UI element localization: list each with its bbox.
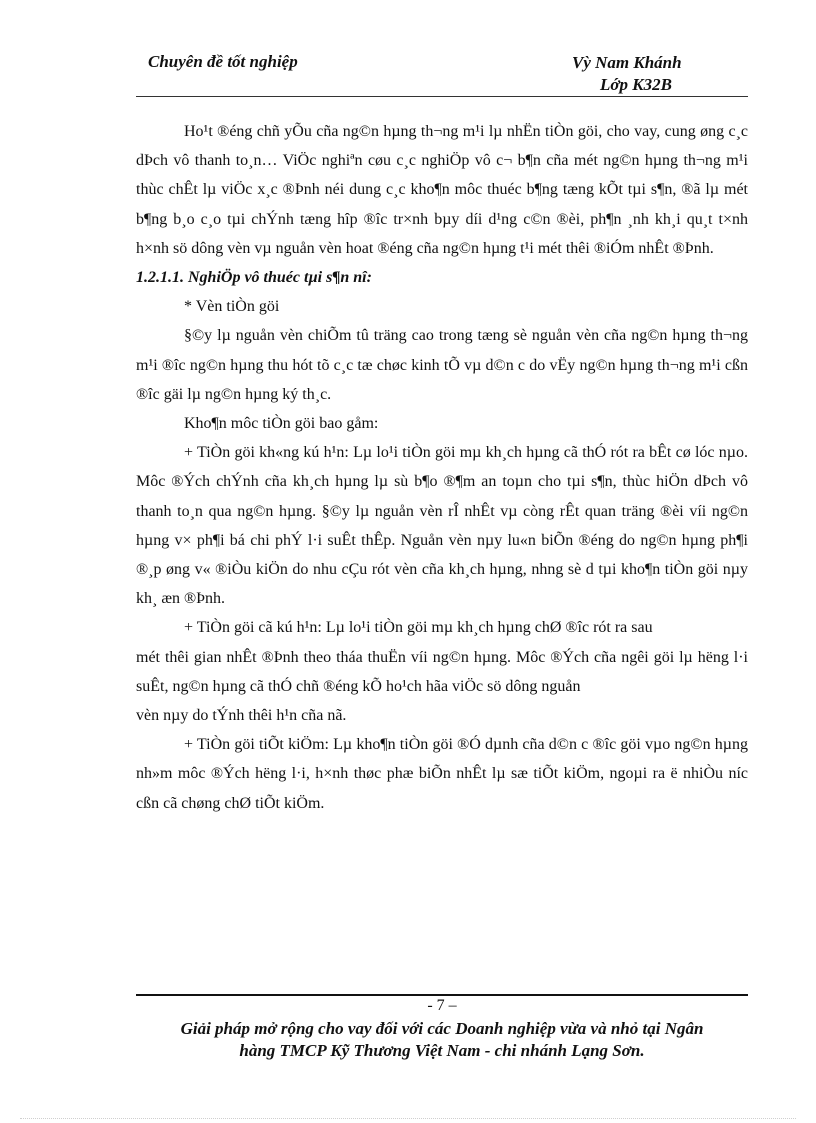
- paragraph-intro: Ho¹t ®éng chñ yÕu cña ng©n hµng th¬ng m¹i lµ nhËn tiÒn göi, cho vay, cung øng c¸c dÞch vô thanh to¸n… ViÖc nghiªn cøu c¸c nghiÖp vô c¬ b¶n cña mét ng©n hµng th¬ng m¹i thùc chÊt lµ viÖc x¸c ®Þnh néi dung c¸c kho¶n môc thuéc b¶ng tæng kÕt tµi s¶n, ®ã lµ mét b¶ng b¸o c¸o tµi chÝnh tæng hîp ®îc tr×nh bµy díi d¹ng c©n ®èi, ph¶n ¸nh kh¸i qu¸t t×nh h×nh sö dông vèn vµ nguån vèn hoat ®éng cña ng©n hµng t¹i mét thêi ®iÓm nhÊt ®Þnh.: [136, 123, 748, 257]
- paragraph-term-deposit: + TiÒn göi cã kú h¹n: Lµ lo¹i tiÒn göi mµ kh¸ch hµng chØ ®îc rót ra sau: [184, 619, 653, 637]
- page-body: [136, 117, 748, 818]
- footer-divider: [136, 994, 748, 996]
- footer-thesis-title: [136, 1018, 748, 1062]
- paragraph-deposit-capital: §©y lµ nguån vèn chiÕm tû träng cao trong tæng sè nguån vèn cña ng©n hµng th¬ng m¹i ®îc ng©n hµng thu hót tõ c¸c tæ chøc kinh tÕ vµ d©n c do vËy ng©n hµng th¬ng m¹i cßn ®îc gäi lµ ng©n hµng ký th¸c.: [136, 327, 748, 403]
- header-document-type: Chuyên đề tốt nghiệp: [148, 52, 298, 71]
- paragraph-savings-deposit: + TiÒn göi tiÕt kiÖm: Lµ kho¶n tiÒn göi ®Ó dµnh cña d©n c ®îc göi vµo ng©n hµng nh»m môc ®Ých hëng l·i, h×nh thøc phæ biÕn nhÊt lµ sæ tiÕt kiÖm, ngoµi ra ë nhiÒu níc cßn cã chøng chØ tiÕt kiÖm.: [136, 736, 748, 812]
- paragraph-term-deposit-cont: mét thêi gian nhÊt ®Þnh theo tháa thuËn víi ng©n hµng. Môc ®Ých cña ngêi göi lµ hëng l·i suÊt, ng©n hµng cã thÓ chñ ®éng kÕ ho¹ch hãa viÖc sö dông nguån: [136, 648, 748, 695]
- page-number: - 7 –: [427, 997, 457, 1014]
- paragraph-deposit-items: Kho¶n môc tiÒn göi bao gåm:: [184, 415, 379, 433]
- header-author-name: Vỳ Nam Khánh: [572, 53, 682, 72]
- footer-title-line-1: Giải pháp mở rộng cho vay đối với các Doanh nghiệp vừa và nhỏ tại Ngân: [180, 1019, 704, 1038]
- footer-title-line-2: hàng TMCP Kỹ Thương Việt Nam - chi nhánh Lạng Sơn.: [239, 1041, 645, 1060]
- paragraph-demand-deposit: + TiÒn göi kh«ng kú h¹n: Lµ lo¹i tiÒn göi mµ kh¸ch hµng cã thÓ rót ra bÊt cø lóc nµo. Môc ®Ých chÝnh cña kh¸ch hµng lµ sù b¶o ®¶m an toµn cho tµi s¶n, thùc hiÖn dÞch vô thanh to¸n qua ng©n hµng. §©y lµ nguån vèn rÎ nhÊt vµ còng rÊt quan träng ®èi víi ng©n hµng v× ph¶i bá chi phÝ l·i suÊt thÊp. Nguån vèn nµy lu«n biÕn ®éng do ng©n hµng ph¶i ®¸p øng v« ®iÒu kiÖn do nhu cÇu rót vèn cña kh¸ch hµng, nhng sè d tµi kho¶n tiÒn göi nµy kh¸ æn ®Þnh.: [136, 444, 748, 608]
- section-heading: 1.2.1.1. NghiÖp vô thuéc tµi s¶n nî:: [136, 269, 372, 287]
- subheading-deposit-capital: * Vèn tiÒn göi: [184, 298, 280, 316]
- header-divider: [136, 96, 748, 97]
- header-author: [572, 52, 682, 96]
- header-author-class: Lớp K32B: [600, 75, 672, 94]
- page-edge-dotted-line: [20, 1118, 796, 1119]
- paragraph-term-deposit-end: vèn nµy do tÝnh thêi h¹n cña nã.: [136, 707, 347, 725]
